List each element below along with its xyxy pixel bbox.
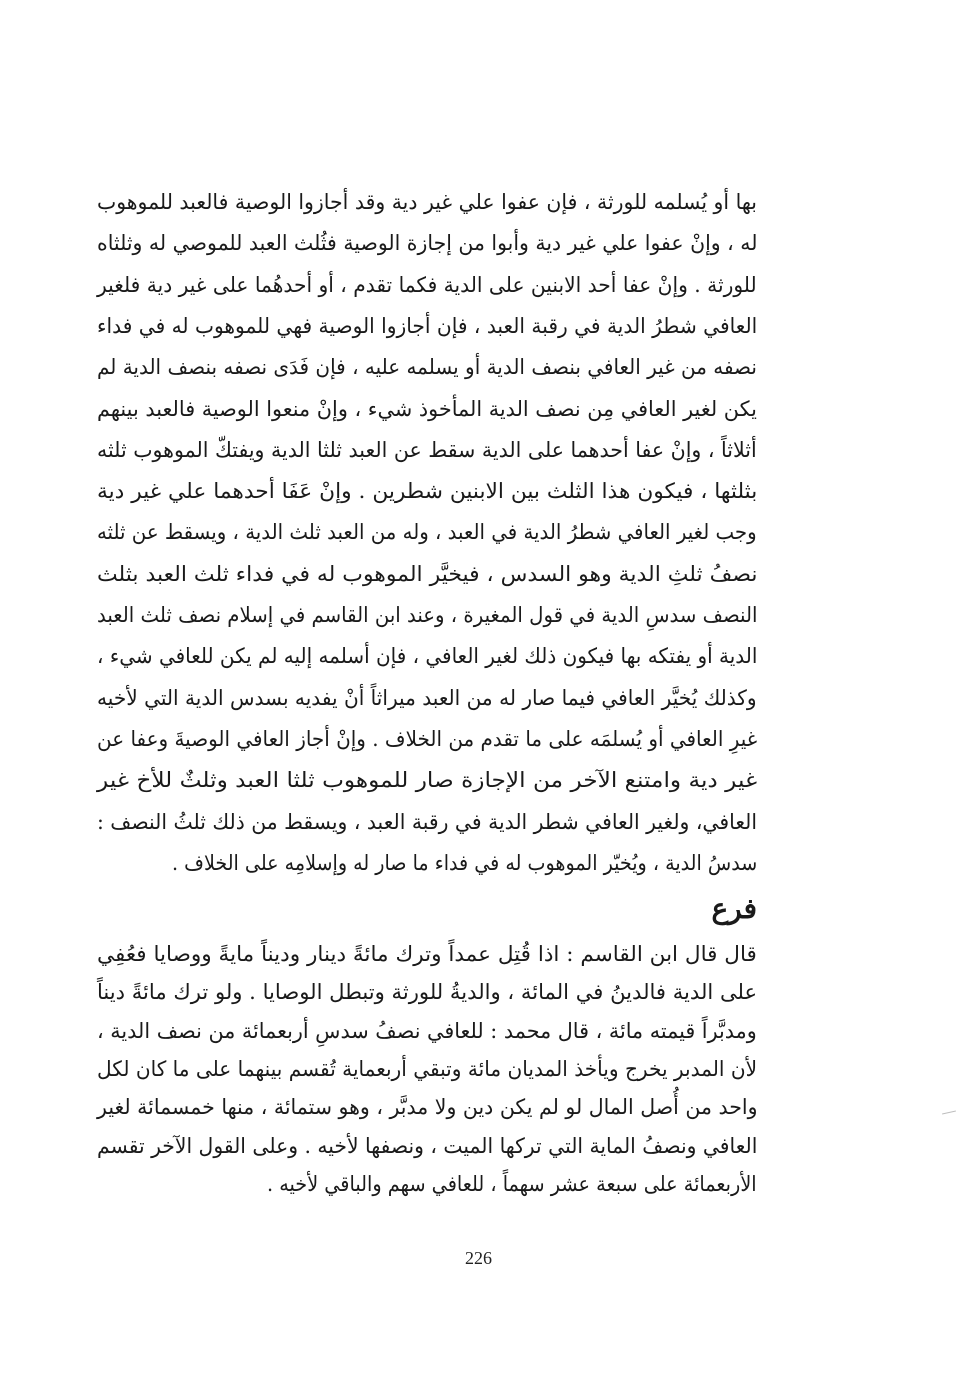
text-line: العافي ونصفُ الماية التي تركها الميت ، ونصفها لأخيه . وعلى القول الآخر تقسم (96, 1133, 757, 1158)
text-line: واحد من أُصل المال لو لم يكن دين ولا مدبَّر ، وهو ستمائة ، منها خمسمائة لغير (96, 1095, 757, 1120)
text-line: نصفه من غير العافي بنصف الدية أو يسلمه عليه ، فإن فَدَى نصفه بنصف الدية لم (97, 355, 757, 380)
text-line: غيرِ العافي أو يُسلمَه على ما تقدم من الخلاف . وإنْ أجاز العافي الوصيةَ وعفا عن (96, 726, 757, 751)
text-line: العافي شطرُ الدية في رقبة العبد ، فإن أجازوا الوصية فهي للموهوب له في فداء (96, 313, 757, 338)
text-line: قال قال ابن القاسم : اذا قُتِل عمداً وترك مائةً دينار وديناً مايةً ووصايا فعُفِي (97, 942, 757, 966)
text-line: بثلثها ، فيكون هذا الثلث بين الابنين شطرين . وإنْ عَفَا أحدهما علي غير دية (96, 479, 757, 504)
text-line: العافي، ولغير العافي شطر الدية في رقبة العبد ، ويسقط من ذلك ثلثُ النصف : (96, 809, 757, 834)
text-line: ومدبَّراً قيمته مائة ، قال محمد : للعافي نصفُ سدسِ أربعمائة من نصف الدية ، (97, 1018, 757, 1043)
text-line: له ، وإنْ عفوا علي غير دية وأبوا من إجازة الوصية فثُلث العبد للموصي له وثلثاه (96, 231, 757, 256)
text-line: على الدية فالدينُ في المائة ، والديةُ للورثة وتبطل الوصايا . ولو ترك مائةً ديناً (96, 980, 757, 1005)
text-line: النصف سدسِ الدية في قول المغيرة ، وعند ابن القاسم في إسلام نصف ثلث العبد (96, 603, 757, 627)
text-line: وجب لغير العافي شطرُ الدية في العبد ، وله من العبد ثلث الدية ، ويسقط عن ثلثه (97, 520, 757, 545)
text-line: سدسُ الدية ، ويُخيّر الموهوب له في فداء ما صار له وإسلامِه على الخلاف . (171, 850, 757, 875)
text-line: الدية أو يفتكه بها فيكون ذلك لغير العافي ، فإن أسلمه إليه لم يكن للعافي شيء ، (96, 644, 757, 669)
text-line: الأربعمائة على سبعة عشر سهماً ، للعافي سهم والباقي لأخيه . (267, 1171, 757, 1196)
text-line: بها أو يُسلمه للورثة ، فإن عفوا علي غير دية وقد أجازوا الوصية فالعبد للموهوب (97, 190, 757, 214)
text-line: غير دية وامتنع الآخر من الإجازة صار للموهوب ثلثا العبد وثلثٌ للأخ غير (96, 768, 757, 793)
section-heading: فرع (711, 892, 757, 925)
text-line: وكذلك يُخيَّر العافي فيما صار له من العبد ميراثاً أنْ يفديه بسدس الدية التي لأخيه (97, 685, 757, 710)
text-line: للورثة . وإنْ عفا أحد الابنين على الدية فكما تقدم ، أو أحدهُما على غير دية فلغير (97, 272, 757, 297)
text-line: يكن لغير العافي مِن نصف الدية المأخوذ شيء ، وإنْ منعوا الوصية فالعبد بينهم (97, 396, 757, 421)
text-line: نصفُ ثلثِ الدية وهو السدس ، فيخيَّر الموهوب له في فداء ثلث العبد بثلث (96, 561, 757, 586)
text-line: أثلاثاً ، وإنْ عفا أحدهما على الدية سقط عن العبد ثلثا الدية ويفتكّ الموهوب ثلثه (97, 437, 757, 462)
page-number: 226 (465, 1248, 492, 1268)
text-line: لأن المدبر يخرج ويأخذ المديان مائة وتبقي أربعماية تُقسم بينهما على ما كان لكل (96, 1056, 757, 1081)
scan-edge-mark (942, 1111, 956, 1115)
